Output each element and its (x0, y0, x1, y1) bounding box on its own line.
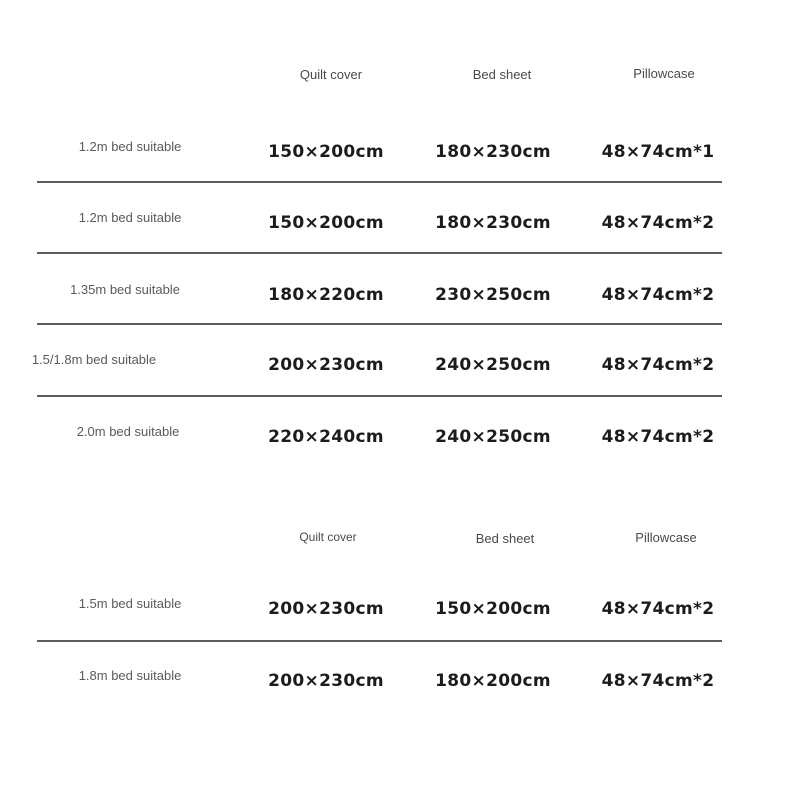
quilt-cover-size: 150×200cm (268, 142, 384, 162)
table-row (0, 210, 800, 250)
bed-sheet-size: 240×250cm (435, 355, 551, 375)
header-quilt-cover: Quilt cover (299, 530, 357, 544)
pillowcase-size: 48×74cm*2 (601, 427, 715, 447)
quilt-cover-size: 220×240cm (268, 427, 384, 447)
row-label: 1.2m bed suitable (78, 139, 182, 154)
pillowcase-size: 48×74cm*2 (601, 213, 715, 233)
row-divider (37, 640, 722, 642)
bed-sheet-size: 240×250cm (435, 427, 551, 447)
table-row (0, 282, 800, 322)
quilt-cover-size: 150×200cm (268, 213, 384, 233)
pillowcase-size: 48×74cm*2 (601, 285, 715, 305)
row-divider (37, 181, 722, 183)
pillowcase-size: 48×74cm*2 (601, 671, 715, 691)
row-label: 1.8m bed suitable (78, 668, 182, 683)
pillowcase-size: 48×74cm*2 (601, 355, 715, 375)
table-row (0, 596, 800, 636)
table-row (0, 139, 800, 179)
row-label: 1.5m bed suitable (78, 596, 182, 611)
header-bed-sheet: Bed sheet (475, 531, 535, 546)
row-label: 1.35m bed suitable (70, 282, 180, 297)
row-divider (37, 252, 722, 254)
bed-sheet-size: 150×200cm (435, 599, 551, 619)
table-row (0, 352, 800, 392)
header-pillowcase: Pillowcase (635, 530, 697, 545)
quilt-cover-size: 200×230cm (268, 355, 384, 375)
row-divider (37, 323, 722, 325)
row-label: 1.2m bed suitable (78, 210, 182, 225)
header-bed-sheet: Bed sheet (472, 67, 532, 82)
row-label: 1.5/1.8m bed suitable (31, 352, 157, 367)
table-row (0, 424, 800, 464)
pillowcase-size: 48×74cm*1 (601, 142, 715, 162)
bed-sheet-size: 180×230cm (435, 142, 551, 162)
row-divider (37, 395, 722, 397)
bed-sheet-size: 230×250cm (435, 285, 551, 305)
header-quilt-cover: Quilt cover (299, 67, 363, 82)
quilt-cover-size: 180×220cm (268, 285, 384, 305)
pillowcase-size: 48×74cm*2 (601, 599, 715, 619)
quilt-cover-size: 200×230cm (268, 671, 384, 691)
row-label: 2.0m bed suitable (76, 424, 180, 439)
table-row (0, 668, 800, 708)
quilt-cover-size: 200×230cm (268, 599, 384, 619)
header-pillowcase: Pillowcase (633, 66, 695, 81)
bed-sheet-size: 180×200cm (435, 671, 551, 691)
bed-sheet-size: 180×230cm (435, 213, 551, 233)
